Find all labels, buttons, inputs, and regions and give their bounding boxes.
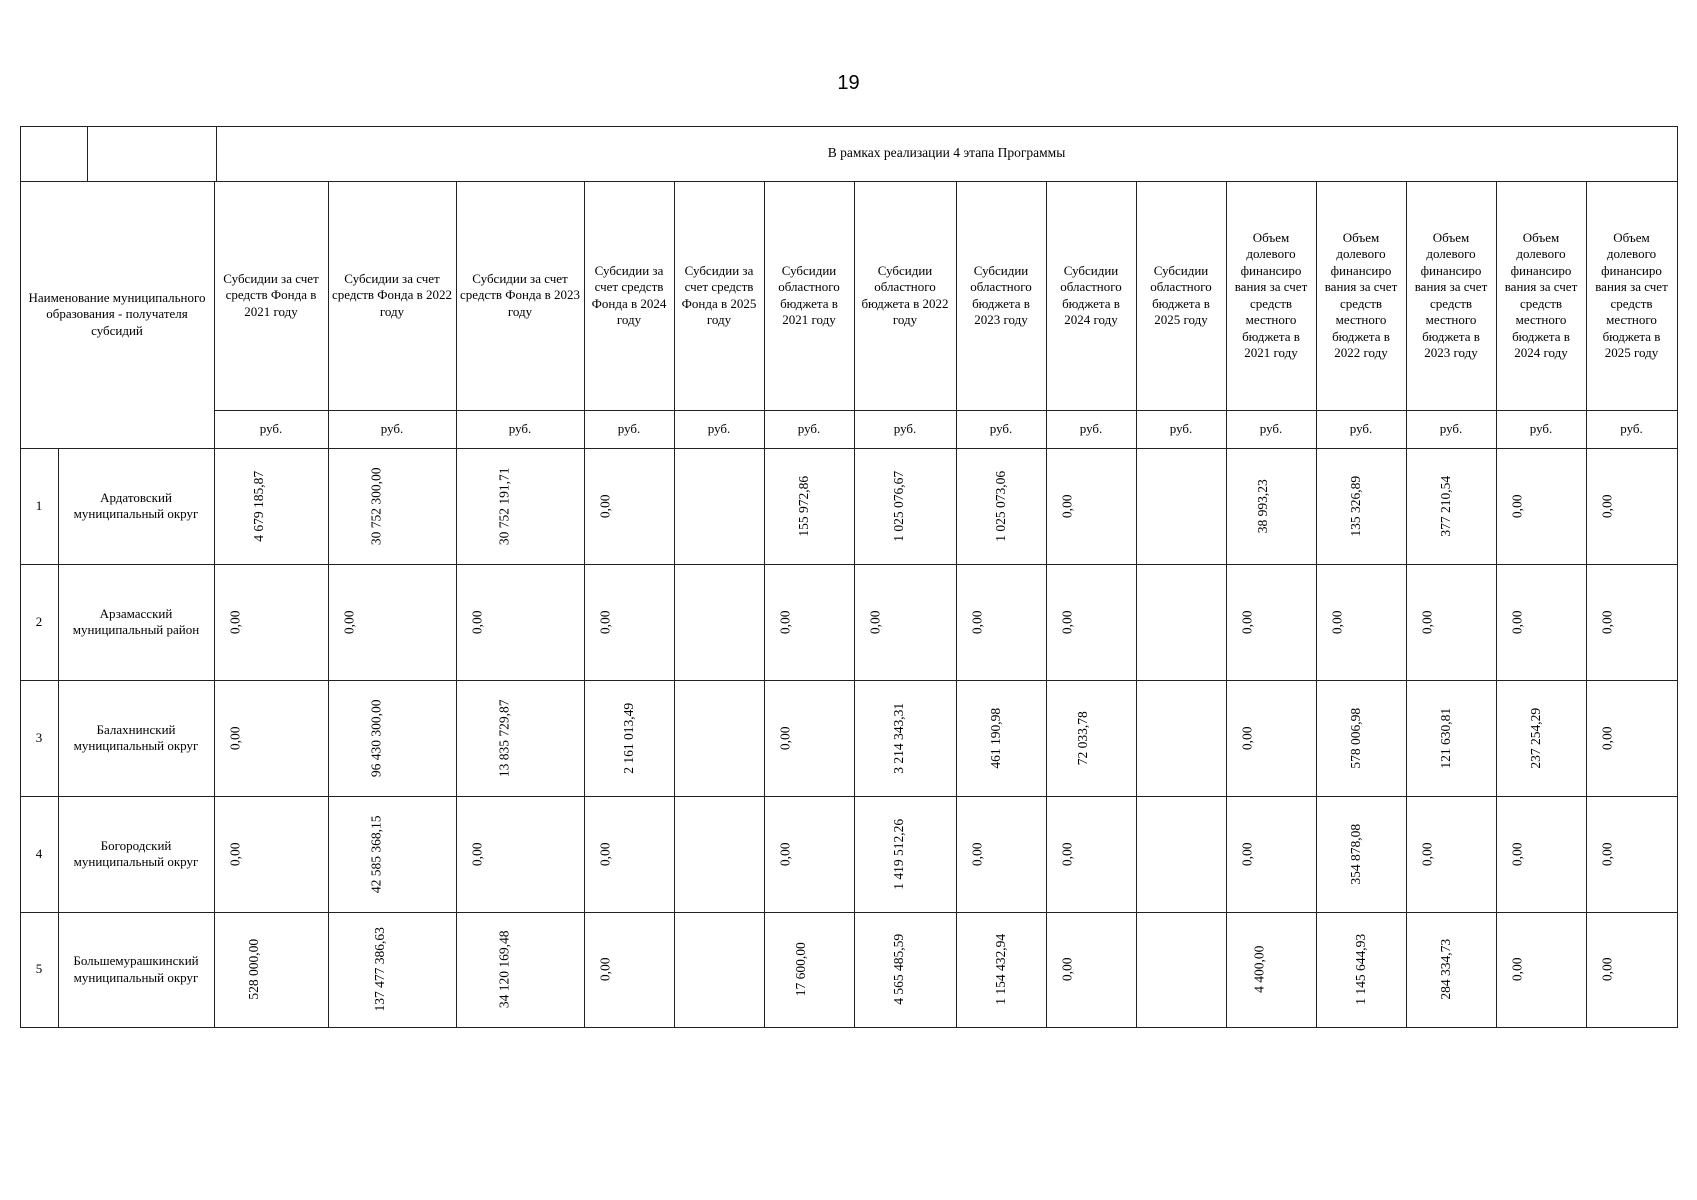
value-cell-text: 137 477 386,63 — [371, 927, 387, 1012]
value-cell-text: 0,00 — [597, 957, 613, 982]
value-cell — [674, 912, 764, 1027]
column-header: Субсидии областного бюджета в 2025 году — [1150, 262, 1212, 327]
top-left-divider — [87, 126, 88, 181]
value-cell — [214, 680, 328, 796]
value-cell — [956, 912, 1046, 1027]
value-cell — [584, 680, 674, 796]
value-cell-text: 0,00 — [1239, 726, 1255, 750]
column-unit: руб. — [259, 420, 283, 436]
column-header: Субсидии за счет средств Фонда в 2021 году — [223, 270, 319, 319]
column-unit: руб. — [989, 420, 1013, 436]
column-header: Субсидии областного бюджета в 2023 году — [970, 262, 1032, 327]
column-header: Субсидии за счет средств Фонда в 2024 году — [591, 262, 667, 327]
value-cell-text: 0,00 — [1419, 610, 1435, 634]
value-cell-text: 1 025 073,06 — [993, 470, 1009, 542]
value-cell — [214, 448, 328, 564]
value-cell-text: 0,00 — [1059, 494, 1075, 518]
value-cell — [1496, 796, 1586, 912]
value-cell — [854, 448, 956, 564]
value-cell-text: 377 210,54 — [1438, 475, 1454, 537]
value-cell — [214, 564, 328, 680]
value-cell-text: 0,00 — [597, 842, 613, 866]
value-cell-text: 0,00 — [777, 726, 793, 750]
table-border-bottom — [20, 1027, 1677, 1028]
value-cell — [854, 796, 956, 912]
value-cell-text: 135 326,89 — [1348, 475, 1364, 537]
column-unit: руб. — [1169, 420, 1193, 436]
column-header: Субсидии областного бюджета в 2021 году — [778, 262, 840, 327]
column-unit: руб. — [797, 420, 821, 436]
value-cell-text: 4 400,00 — [1251, 945, 1267, 994]
value-cell — [1496, 448, 1586, 564]
value-cell-text: 121 630,81 — [1438, 707, 1454, 769]
value-cell — [456, 796, 584, 912]
value-cell — [456, 448, 584, 564]
value-cell — [764, 680, 854, 796]
value-cell — [328, 448, 456, 564]
value-cell — [1316, 912, 1406, 1027]
value-cell-text: 0,00 — [1509, 957, 1525, 982]
value-cell-text: 1 419 512,26 — [891, 818, 907, 890]
value-cell — [1316, 564, 1406, 680]
value-cell-text: 0,00 — [1419, 842, 1435, 866]
value-cell-text: 354 878,08 — [1348, 823, 1364, 885]
value-cell-text: 1 145 644,93 — [1353, 934, 1369, 1005]
value-cell-text: 0,00 — [341, 610, 357, 634]
column-header: Субсидии областного бюджета в 2022 году — [861, 262, 949, 327]
name-column-header: Наименование муниципального образования - получателя субсидий — [28, 289, 206, 338]
value-cell — [584, 796, 674, 912]
column-unit: руб. — [707, 420, 731, 436]
municipality-name: Богородский муниципальный округ — [73, 837, 199, 869]
value-cell — [674, 448, 764, 564]
value-cell-text: 155 972,86 — [796, 475, 812, 537]
page-number: 19 — [837, 72, 860, 94]
value-cell-text: 0,00 — [777, 610, 793, 634]
row-number: 4 — [35, 845, 43, 861]
value-cell — [764, 564, 854, 680]
value-cell — [1586, 448, 1677, 564]
column-unit: руб. — [617, 420, 641, 436]
column-header: Субсидии за счет средств Фонда в 2022 году — [331, 270, 453, 319]
column-unit: руб. — [380, 420, 404, 436]
value-cell-text: 461 190,98 — [988, 707, 1004, 769]
value-cell-text: 0,00 — [1059, 842, 1075, 866]
column-header: Объем долевого финансиро вания за счет средств местного бюджета в 2023 году — [1414, 229, 1488, 360]
value-cell-text: 34 120 169,48 — [496, 930, 512, 1009]
column-header: Субсидии за счет средств Фонда в 2023 году — [459, 270, 581, 319]
value-cell — [764, 796, 854, 912]
value-cell — [328, 564, 456, 680]
value-cell-text: 38 993,23 — [1254, 479, 1270, 533]
stage-title: В рамках реализации 4 этапа Программы — [827, 145, 1066, 161]
value-cell-text: 0,00 — [1239, 610, 1255, 634]
value-cell — [1496, 680, 1586, 796]
value-cell — [854, 564, 956, 680]
municipality-name: Арзамасский муниципальный район — [72, 605, 200, 637]
municipality-name: Большемурашкинский муниципальный округ — [73, 953, 199, 985]
value-cell — [1496, 912, 1586, 1027]
municipality-name: Балахнинский муниципальный округ — [73, 721, 199, 753]
value-cell-text: 72 033,78 — [1074, 711, 1090, 765]
value-cell — [584, 912, 674, 1027]
value-cell — [1586, 796, 1677, 912]
value-cell-text: 0,00 — [1239, 842, 1255, 866]
value-cell-text: 13 835 729,87 — [496, 699, 512, 777]
value-cell — [956, 448, 1046, 564]
value-cell-text: 1 025 076,67 — [891, 470, 907, 542]
value-cell — [674, 680, 764, 796]
value-cell — [1316, 448, 1406, 564]
column-header: Объем долевого финансиро вания за счет средств местного бюджета в 2021 году — [1234, 229, 1308, 360]
row-number: 3 — [35, 729, 43, 745]
column-unit: руб. — [893, 420, 917, 436]
value-cell-text: 284 334,73 — [1438, 939, 1454, 1000]
value-cell-text: 30 752 300,00 — [368, 467, 384, 545]
value-cell — [1136, 796, 1226, 912]
value-cell — [854, 912, 956, 1027]
value-cell — [214, 912, 328, 1027]
value-cell — [328, 680, 456, 796]
value-cell — [328, 796, 456, 912]
value-cell — [1046, 796, 1136, 912]
value-cell-text: 528 000,00 — [246, 939, 262, 1000]
value-cell-text: 30 752 191,71 — [496, 467, 512, 545]
value-cell — [956, 796, 1046, 912]
value-cell — [1406, 796, 1496, 912]
value-cell — [854, 680, 956, 796]
value-cell — [956, 564, 1046, 680]
value-cell — [1586, 564, 1677, 680]
value-cell-text: 0,00 — [1599, 726, 1615, 750]
value-cell — [1046, 564, 1136, 680]
value-cell-text: 0,00 — [227, 726, 243, 750]
value-cell-text: 0,00 — [1329, 610, 1345, 634]
value-cell-text: 0,00 — [1509, 494, 1525, 518]
value-cell — [1406, 448, 1496, 564]
value-cell-text: 0,00 — [469, 842, 485, 866]
row-number: 2 — [35, 613, 43, 629]
value-cell — [1046, 448, 1136, 564]
column-unit: руб. — [1349, 420, 1373, 436]
value-cell — [1226, 796, 1316, 912]
value-cell — [1226, 680, 1316, 796]
value-cell-text: 0,00 — [1509, 610, 1525, 634]
value-cell-text: 0,00 — [867, 610, 883, 634]
value-cell — [1046, 680, 1136, 796]
value-cell-text: 0,00 — [1599, 842, 1615, 866]
value-cell-text: 0,00 — [1599, 494, 1615, 518]
value-cell — [956, 680, 1046, 796]
value-cell-text: 42 585 368,15 — [368, 815, 384, 893]
value-cell-text: 0,00 — [1599, 957, 1615, 982]
value-cell — [764, 448, 854, 564]
column-header: Объем долевого финансиро вания за счет средств местного бюджета в 2024 году — [1504, 229, 1578, 360]
value-cell — [1406, 912, 1496, 1027]
value-cell-text: 578 006,98 — [1348, 707, 1364, 769]
value-cell-text: 0,00 — [1059, 610, 1075, 634]
value-cell — [1316, 680, 1406, 796]
value-cell-text: 0,00 — [1599, 610, 1615, 634]
value-cell — [1406, 564, 1496, 680]
value-cell — [1226, 448, 1316, 564]
value-cell-text: 0,00 — [777, 842, 793, 866]
value-cell — [1136, 912, 1226, 1027]
column-header: Объем долевого финансиро вания за счет средств местного бюджета в 2022 году — [1324, 229, 1398, 360]
value-cell-text: 4 679 185,87 — [251, 470, 267, 542]
value-cell — [1586, 680, 1677, 796]
value-cell-text: 0,00 — [969, 842, 985, 866]
value-cell — [1136, 564, 1226, 680]
value-cell — [328, 912, 456, 1027]
value-cell-text: 96 430 300,00 — [368, 699, 384, 777]
value-cell-text: 3 214 343,31 — [891, 702, 907, 774]
column-header: Объем долевого финансиро вания за счет средств местного бюджета в 2025 году — [1595, 229, 1668, 360]
value-cell — [584, 564, 674, 680]
value-cell — [1496, 564, 1586, 680]
value-cell — [584, 448, 674, 564]
municipality-name: Ардатовский муниципальный округ — [73, 489, 199, 521]
value-cell — [456, 680, 584, 796]
column-unit: руб. — [508, 420, 532, 436]
table-border-right — [1677, 126, 1678, 1028]
value-cell — [456, 912, 584, 1027]
value-cell-text: 0,00 — [1509, 842, 1525, 866]
column-unit: руб. — [1529, 420, 1553, 436]
value-cell-text: 0,00 — [227, 610, 243, 634]
value-cell-text: 0,00 — [969, 610, 985, 634]
value-cell-text: 1 154 432,94 — [993, 934, 1009, 1005]
column-unit: руб. — [1259, 420, 1283, 436]
value-cell-text: 0,00 — [227, 842, 243, 866]
column-header: Субсидии областного бюджета в 2024 году — [1060, 262, 1122, 327]
value-cell-text: 4 565 485,59 — [891, 934, 907, 1005]
value-cell-text: 0,00 — [469, 610, 485, 634]
value-cell — [1136, 448, 1226, 564]
value-cell — [214, 796, 328, 912]
value-cell — [674, 564, 764, 680]
value-cell — [1406, 680, 1496, 796]
value-cell-text: 2 161 013,49 — [621, 702, 637, 774]
value-cell — [1046, 912, 1136, 1027]
value-cell-text: 0,00 — [597, 494, 613, 518]
row-number: 5 — [35, 961, 43, 977]
row-number: 1 — [35, 497, 43, 513]
value-cell — [764, 912, 854, 1027]
value-cell-text: 0,00 — [597, 610, 613, 634]
value-cell — [1226, 564, 1316, 680]
value-cell — [1226, 912, 1316, 1027]
value-cell — [1586, 912, 1677, 1027]
value-cell — [456, 564, 584, 680]
column-unit: руб. — [1439, 420, 1463, 436]
value-cell — [1316, 796, 1406, 912]
value-cell-text: 0,00 — [1059, 957, 1075, 982]
value-cell-text: 237 254,29 — [1528, 707, 1544, 769]
column-unit: руб. — [1620, 420, 1643, 436]
value-cell — [1136, 680, 1226, 796]
value-cell — [674, 796, 764, 912]
column-header: Субсидии за счет средств Фонда в 2025 году — [681, 262, 757, 327]
column-unit: руб. — [1079, 420, 1103, 436]
value-cell-text: 17 600,00 — [792, 942, 808, 997]
